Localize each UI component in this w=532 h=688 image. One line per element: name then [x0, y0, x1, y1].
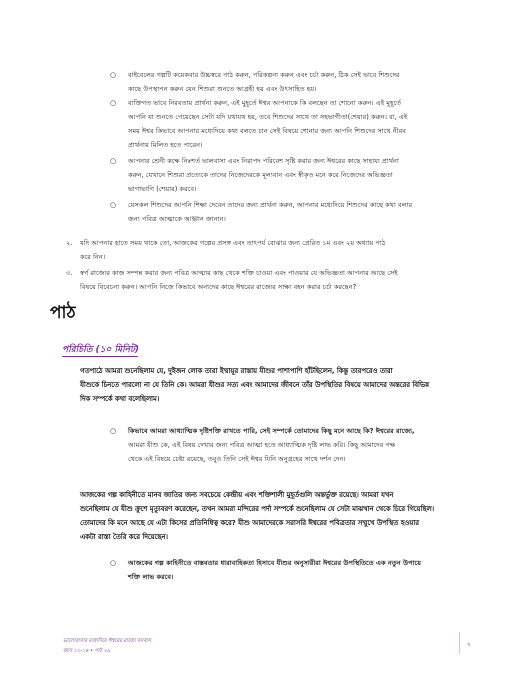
- footer-subtitle: বয়স ১২-১৪ • পাঠ ২৯: [63, 648, 111, 654]
- preparation-bullet-4: [110, 198, 495, 226]
- preparation-bullet-3: [110, 154, 495, 196]
- item-number: ২.: [66, 239, 73, 247]
- bullet-text: আপনার শ্রেনী কক্ষে নিঃশর্ত ভালবাসা এবং নিরাপদ পরিবেশ সৃষ্টি করার জন্য ঈশ্বরের কাছে সাহায্য প্রার্থনা করুন, যেখানে শিশুরা প্রত্যেকে তাদের নিজেদেরকে মূল্যবান এবং স্বীকৃত মনে করে নিজেদের অভিজ্ঞতা ভাগাভাগি (শেয়ার) করবে।: [128, 157, 399, 193]
- bullet-marker: ○: [110, 71, 117, 79]
- bullet-marker: ○: [110, 201, 117, 209]
- page-number: ২: [467, 641, 471, 648]
- bullet-text: যেসকল শিশুদের আপনি শিক্ষা দেবেন তাদের জন্য প্রার্থনা করুন, আপনার মধ্যেদিয়ে শিশুদের কাছে কথা বলার জন্য পবিত্র আত্মাকে আহ্বান জানান।: [128, 201, 413, 223]
- item-text: স্বর্গ রাজ্যের কাজ সম্পন্ন করার জন্য পবিত্র আত্মার কাছ থেকে শক্তি চাওয়া এবং পাওয়ার যে অভিজ্ঞতা আপনার আছে সেই বিষয়ে বিবেচনা করুন। আপনি নিজে কিভাবে অন্যদের কাছে ঈশ্বরের রাজ্যের সাক্ষ্য বহন করার চর্চা করছেন?: [80, 269, 398, 291]
- preparation-bullet-2: [110, 96, 495, 152]
- introduction-heading: পরিচিতি (১০ মিনিট): [62, 345, 140, 355]
- numbered-item-2: [66, 236, 496, 264]
- introduction-bullet-2: [110, 556, 495, 586]
- bullet-marker: ○: [110, 99, 117, 107]
- introduction-paragraph-2: আজকের গল্প কাহিনীতে মানব জাতির জন্য সবচেয়ে কেন্দ্রীয় এবং শক্তিশালী মুহূর্তগুলি অন্তর্ভুক্ত রয়েছে। আমরা যখন শুনেছিলাম যে যীশু ক্রুশে মৃত্যুবরণ করেছেন, তখন আমরা মন্দিরের পর্দা সম্পর্কে শুনেছিলাম যে সেটা মাঝখান থেকে চিরে গিয়েছিল। তোমাদের কি মনে আছে যে এটা কিসের প্রতিনিধিত্ব করে? যীশু আমাদেরকে সরাসরি ঈশ্বরের পবিত্রতার সম্মুখে উপস্থিত হওয়ার একটা রাস্তা তৈরি করে দিয়েছেন।: [80, 491, 435, 541]
- bullet-text: আজকের গল্প কাহিনীতে বাস্তবতার ধারাবাহিকতা হিসাবে যীশুর অনুসারীরা ঈশ্বরের উপস্থিতিতে এক নতুন উপায়ে শক্তি লাভ করবে।: [128, 559, 422, 581]
- footer-title: ভালোবাসার মধ্যেদিয়ে ঈশ্বরের রাজ্যে বসবাস: [63, 638, 151, 644]
- heading-underline: [62, 356, 138, 357]
- bullet-text: বাইবেলের গল্পটি কয়েকবার উচ্চস্বরে পাঠ করুন, পরিকল্পনা করুন এবং চর্চা করুন, ঠিক সেই ভাবে শিশুদের কাছে উপস্থাপন করুন যেন শিশুরা শুনতে আগ্রহী হয় এবং উৎসাহিত হয়।: [128, 71, 400, 93]
- preparation-bullet-1: [110, 68, 495, 96]
- bullet-text: ব্যক্তিগত ভাবে নিরবতায় প্রার্থনা করুন, এই মুহূর্তে ঈশ্বর আপনাকে কি বলছেন তা শোনো করুন। এই মুহূর্তে আপনি যা শুনতে পেয়েছেন সেটা যদি যথাযথ হয়, তবে শিশুদের সাথে তা সহভাগীতা(শেয়ার) করুন। বা, এই সময় ঈশ্বর কিভাবে আপনার মধ্যেদিয়ে কথা বলতে চান সেই বিষয়ে শোনার জন্য আপনি শিশুদের সাথে নীরব প্রার্থনায় মিলিত হতে পারেন।: [128, 99, 408, 149]
- item-number: ৩.: [66, 269, 73, 277]
- numbered-item-3: [66, 266, 496, 294]
- introduction-bullet-1: [110, 424, 495, 468]
- footer-divider: [459, 632, 460, 654]
- bullet-marker: ○: [110, 559, 117, 567]
- bullet-marker: ○: [110, 157, 117, 165]
- introduction-paragraph-1: গতপাঠে আমরা শুনেছিলাম যে, দুইজন লোক তারা ইম্মায়ূর রাস্তায় যীশুর পাশাপাশি হাঁটছিলেন, কিন্তু তারপরেও তারা যীশুকে চিনতে পারলো না যে তিনি কে। আমরা যীশুর সত্য এবং আমাদের জীবনে তাঁর উপস্থিতির বিষয়ে আমাদের অন্তরের বিভিন্ন দিক সম্পর্কে কথা বলেছিলাম।: [80, 367, 429, 403]
- item-text: যদি আপনার হাতে সময় থাকে তো, আজকের গল্পের প্রসঙ্গ এবং তাৎপর্য বোঝার জন্য প্রেরিত ১ম এবং ২য় অধ্যায় পাঠ করে নিন।: [80, 239, 386, 261]
- bullet-text: কিভাবে আমরা আধ্যাত্মিক দৃষ্টিশক্তি রাখতে পারি, সেই সম্পর্কে তোমাদের কিছু মনে আছে কি? ঈশ্বরের রাজ্যে, আমরা যীশু কে, এই বিষয় দেখার জন্য পবিত্র আত্মা হতে আধ্যাত্মিক দৃষ্টি লাভ করি। কিছু আমাদের পক্ষ থেকে এই বিষয়ে চেষ্টা রয়েছে, তবুও তিনি সেই ঈশ্বর যিনি অনুগ্রহের সাথে দর্শন দেন।: [128, 427, 415, 463]
- bullet-marker: ○: [110, 427, 117, 435]
- section-heading: পাঠ: [50, 303, 76, 323]
